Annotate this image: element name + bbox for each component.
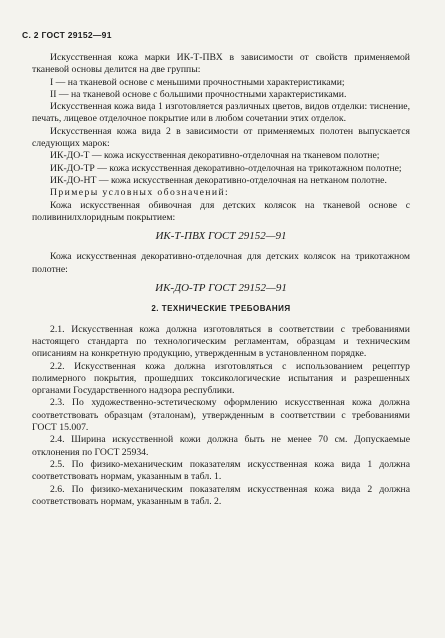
paragraph-type-2: Искусственная кожа вида 2 в зависимости от применяемых полотен выпускается следующих марок: <box>32 125 410 150</box>
section-title: 2. ТЕХНИЧЕСКИЕ ТРЕБОВАНИЯ <box>151 304 291 314</box>
brand-ik-do-t: ИК-ДО-Т — кожа искусственная декоративно-отделочная на тканевом полотне; <box>50 150 380 162</box>
brand-ik-do-nt: ИК-ДО-НТ — кожа искусственная декоративно-отделочная на нетканом полотне. <box>50 174 387 186</box>
clause-2-3: 2.3. По художественно-эстетическому оформлению искусственная кожа должна соответствовать образцам (эталонам), утвержденным в соответствии с требованиями ГОСТ 15.007. <box>32 397 410 434</box>
paragraph-groups-intro: Искусственная кожа марки ИК-Т-ПВХ в зависимости от свойств применяемой тканевой основы делится на две группы: <box>32 52 410 76</box>
brand-ik-do-tr: ИК-ДО-ТР — кожа искусственная декоративно-отделочная на трикотажном полотне; <box>50 162 402 174</box>
clause-2-1: 2.1. Искусственная кожа должна изготовляться в соответствии с требованиями настоящего стандарта по технологическим регламентам, образцам и техническим описаниям на конкретную продукцию, утвержденным в установленном порядке. <box>32 323 410 360</box>
page-header: С. 2 ГОСТ 29152—91 <box>22 30 112 40</box>
paragraph-type-1: Искусственная кожа вида 1 изготовляется различных цветов, видов отделки: тиснение, печать, лицевое отделочное покрытие или в любом сочетании этих отделок. <box>32 101 410 125</box>
document-body <box>32 52 410 508</box>
clause-2-6: 2.6. По физико-механическим показателям искусственная кожа вида 2 должна соответствовать нормам, указанным в табл. 2. <box>32 483 410 507</box>
example-1-designation: ИК-Т-ПВХ ГОСТ 29152—91 <box>155 230 287 243</box>
clause-2-2: 2.2. Искусственная кожа должна изготовляться с использованием рецептур полимерного покрытия, прошедших токсикологические испытания и разрешенных органами Государственного надзора республики. <box>32 360 410 397</box>
example-1-text: Кожа искусственная обивочная для детских колясок на тканевой основе с поливинилхлоридным покрытием: <box>32 199 410 223</box>
clause-2-5: 2.5. По физико-механическим показателям искусственная кожа вида 1 должна соответствовать нормам, указанным в табл. 1. <box>32 458 410 483</box>
examples-heading: Примеры условных обозначений: <box>50 187 230 199</box>
example-2-text: Кожа искусственная декоративно-отделочная для детских колясок на трикотажном полотне: <box>32 251 410 275</box>
group-2-item: II — на тканевой основе с большими прочностными характеристиками. <box>50 88 347 100</box>
clause-2-4: 2.4. Ширина искусственной кожи должна быть не менее 70 см. Допускаемые отклонения по ГОСТ 25934. <box>32 434 410 458</box>
group-1-item: I — на тканевой основе с меньшими прочностными характеристиками; <box>50 76 345 88</box>
example-2-designation: ИК-ДО-ТР ГОСТ 29152—91 <box>155 282 287 295</box>
